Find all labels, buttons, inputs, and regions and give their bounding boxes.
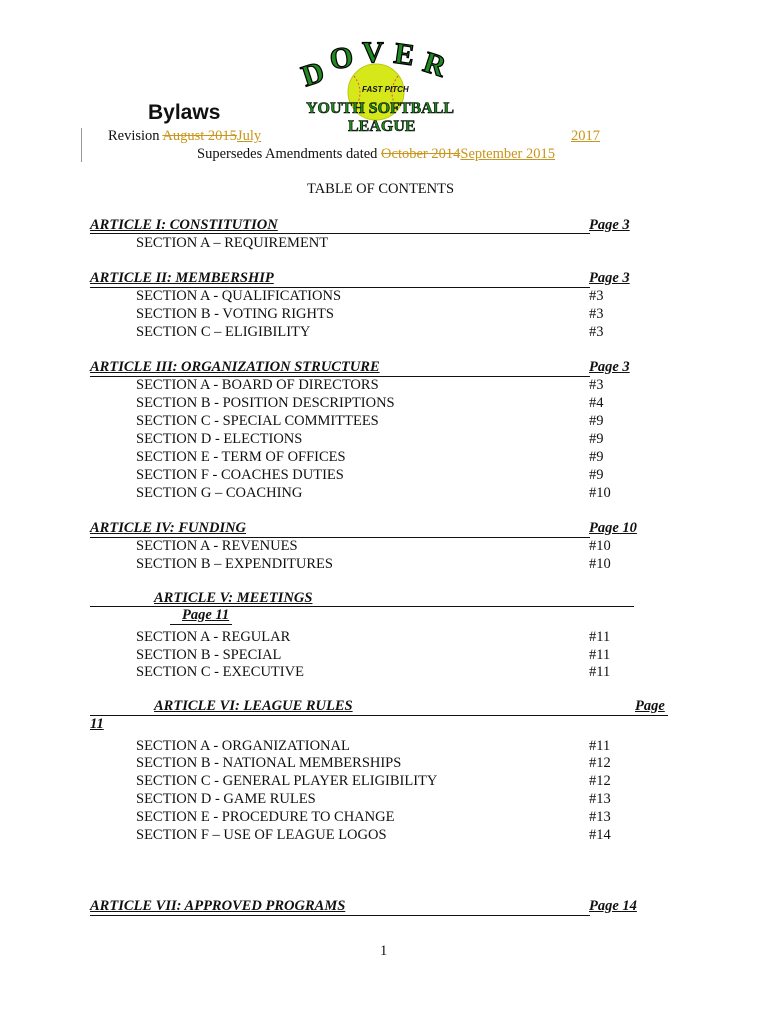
section-page: #3	[589, 377, 604, 393]
article-3-page: Page 3	[589, 359, 630, 375]
toc-title: TABLE OF CONTENTS	[307, 181, 455, 197]
article-4-page: Page 10	[589, 520, 637, 536]
revision-label: Revision	[108, 128, 163, 144]
section-page: #13	[589, 809, 611, 825]
article-7-page: Page 14	[589, 898, 637, 914]
article-2-title: ARTICLE II: MEMBERSHIP	[90, 270, 274, 286]
svg-text:V: V	[362, 40, 384, 69]
revision-year: 2017	[571, 128, 600, 144]
logo-line-3: LEAGUE	[348, 118, 416, 135]
section-page: #9	[589, 449, 604, 465]
section-page: #12	[589, 755, 611, 771]
section-label: SECTION A – REQUIREMENT	[136, 235, 329, 251]
section-label: SECTION B - POSITION DESCRIPTIONS	[136, 395, 395, 411]
section-page: #4	[589, 395, 604, 411]
section-label: SECTION E - TERM OF OFFICES	[136, 449, 346, 465]
article-5-page-underline	[170, 624, 232, 625]
section-label: SECTION A - BOARD OF DIRECTORS	[136, 377, 379, 393]
section-page: #9	[589, 413, 604, 429]
article-5-title: ARTICLE V: MEETINGS	[154, 590, 313, 606]
page-number: 1	[380, 943, 388, 959]
section-label: SECTION C - GENERAL PLAYER ELIGIBILITY	[136, 773, 438, 789]
article-7-title: ARTICLE VII: APPROVED PROGRAMS	[90, 898, 346, 914]
section-page: #10	[589, 538, 611, 554]
section-label: SECTION C - EXECUTIVE	[136, 664, 304, 680]
change-bar	[81, 128, 82, 162]
section-label: SECTION B - VOTING RIGHTS	[136, 306, 334, 322]
section-page: #3	[589, 288, 604, 304]
svg-text:O: O	[327, 40, 356, 77]
article-6-page-word: Page	[635, 698, 665, 714]
article-1-page: Page 3	[589, 217, 630, 233]
section-page: #13	[589, 791, 611, 807]
section-label: SECTION D - ELECTIONS	[136, 431, 303, 447]
section-page: #3	[589, 306, 604, 322]
section-page: #9	[589, 467, 604, 483]
section-page: #10	[589, 485, 611, 501]
article-6-underline	[90, 715, 668, 716]
article-2-page: Page 3	[589, 270, 630, 286]
article-3-title: ARTICLE III: ORGANIZATION STRUCTURE	[90, 359, 380, 375]
section-page: #11	[589, 738, 611, 754]
article-6-title: ARTICLE VI: LEAGUE RULES	[154, 698, 353, 714]
section-label: SECTION C – ELIGIBILITY	[136, 324, 311, 340]
section-label: SECTION A - REGULAR	[136, 629, 291, 645]
svg-text:R: R	[419, 45, 451, 84]
section-page: #9	[589, 431, 604, 447]
article-1-title: ARTICLE I: CONSTITUTION	[90, 217, 278, 233]
svg-text:E: E	[392, 40, 417, 73]
supersedes-inserted: September 2015	[460, 146, 556, 162]
section-page: #3	[589, 324, 604, 340]
section-label: SECTION F - COACHES DUTIES	[136, 467, 344, 483]
section-label: SECTION B – EXPENDITURES	[136, 556, 333, 572]
section-label: SECTION B - NATIONAL MEMBERSHIPS	[136, 755, 402, 771]
section-page: #11	[589, 647, 611, 663]
revision-line	[108, 128, 261, 145]
section-page: #11	[589, 629, 611, 645]
supersedes-line	[197, 146, 555, 163]
section-page: #14	[589, 827, 611, 843]
logo-ball-text: FAST PITCH	[362, 85, 409, 94]
article-5-page: Page 11	[182, 607, 230, 623]
logo-line-2: YOUTH SOFTBALL	[306, 100, 455, 117]
revision-inserted: July	[236, 128, 262, 144]
section-label: SECTION A - REVENUES	[136, 538, 298, 554]
league-logo	[296, 40, 476, 140]
section-label: SECTION E - PROCEDURE TO CHANGE	[136, 809, 395, 825]
section-page: #12	[589, 773, 611, 789]
revision-deleted: August 2015	[162, 128, 237, 144]
section-label: SECTION A - QUALIFICATIONS	[136, 288, 342, 304]
section-label: SECTION B - SPECIAL	[136, 647, 282, 663]
section-label: SECTION G – COACHING	[136, 485, 303, 501]
article-7-underline	[90, 915, 590, 916]
section-label: SECTION A - ORGANIZATIONAL	[136, 738, 350, 754]
section-page: #10	[589, 556, 611, 572]
svg-text:D: D	[297, 55, 329, 94]
supersedes-deleted: October 2014	[381, 146, 461, 162]
supersedes-label: Supersedes Amendments dated	[197, 146, 382, 162]
section-label: SECTION C - SPECIAL COMMITTEES	[136, 413, 379, 429]
section-label: SECTION F – USE OF LEAGUE LOGOS	[136, 827, 387, 843]
document-title: Bylaws	[148, 101, 221, 124]
section-label: SECTION D - GAME RULES	[136, 791, 316, 807]
article-4-title: ARTICLE IV: FUNDING	[90, 520, 247, 536]
article-6-page-number: 11	[90, 716, 104, 732]
section-page: #11	[589, 664, 611, 680]
